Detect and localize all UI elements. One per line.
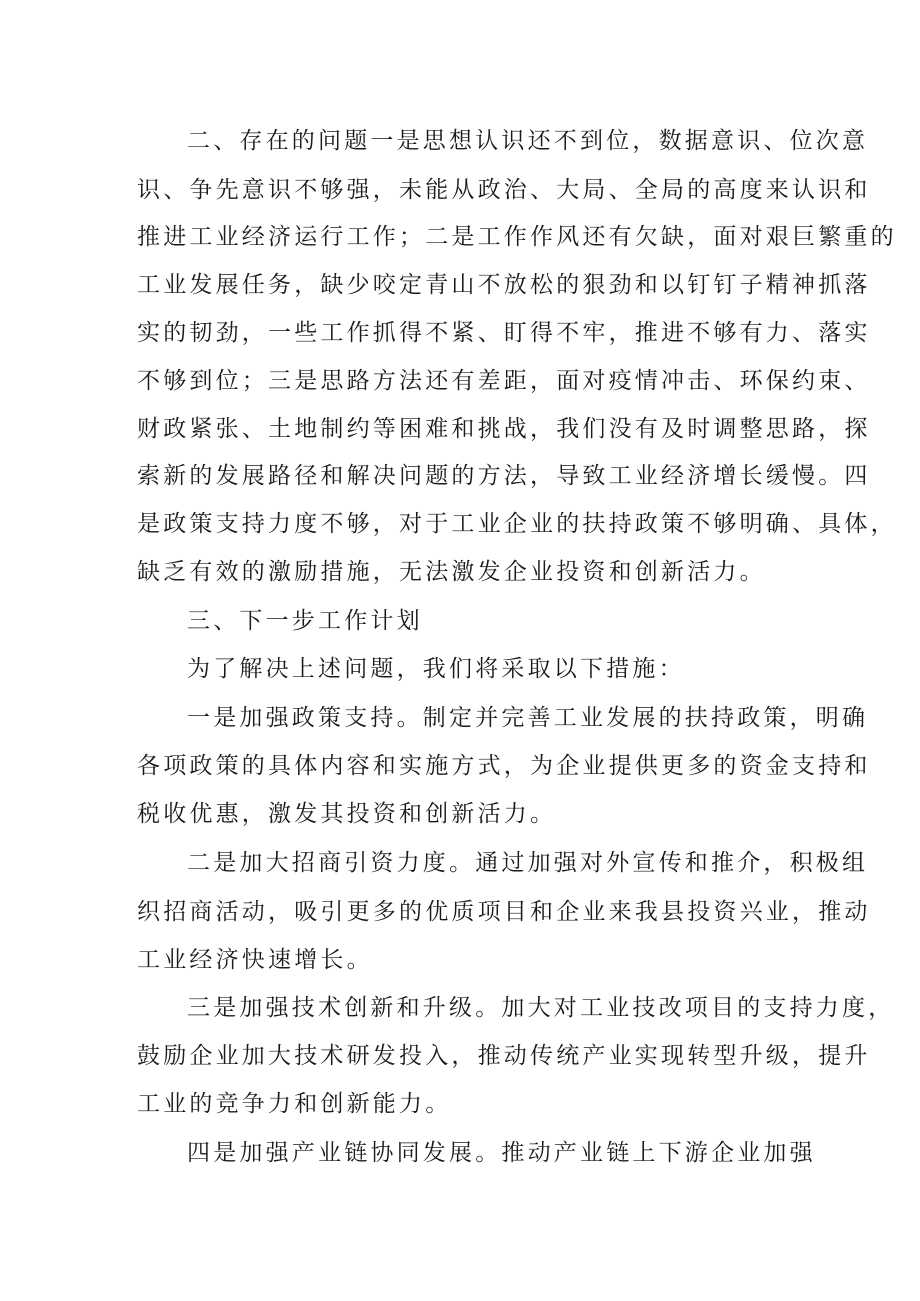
text-line: 鼓励企业加大技术研发投入，推动传统产业实现转型升级，提升 [137, 1043, 871, 1069]
text-line: 是政策支持力度不够，对于工业企业的扶持政策不够明确、具体， [137, 511, 897, 537]
text-line: 二、存在的问题一是思想认识还不到位，数据意识、位次意 [187, 128, 869, 154]
text-line: 缺乏有效的激励措施，无法激发企业投资和创新活力。 [137, 559, 766, 585]
text-line: 工业经济快速增长。 [137, 947, 373, 973]
text-line: 四是加强产业链协同发展。推动产业链上下游企业加强 [187, 1140, 816, 1166]
text-line: 索新的发展路径和解决问题的方法，导致工业经济增长缓慢。四 [137, 463, 871, 489]
text-line: 织招商活动，吸引更多的优质项目和企业来我县投资兴业，推动 [137, 899, 871, 925]
text-line: 税收优惠，激发其投资和创新活力。 [137, 801, 557, 827]
text-line: 一是加强政策支持。制定并完善工业发展的扶持政策，明确 [187, 705, 869, 731]
text-line: 识、争先意识不够强，未能从政治、大局、全局的高度来认识和 [137, 177, 871, 203]
text-line: 各项政策的具体内容和实施方式，为企业提供更多的资金支持和 [137, 753, 871, 779]
text-line: 工业发展任务，缺少咬定青山不放松的狠劲和以钉钉子精神抓落 [137, 272, 871, 298]
text-line: 实的韧劲，一些工作抓得不紧、盯得不牢，推进不够有力、落实 [137, 320, 871, 346]
text-line: 不够到位；三是思路方法还有差距，面对疫情冲击、环保约束、 [137, 368, 871, 394]
text-line: 为了解决上述问题，我们将采取以下措施： [187, 656, 685, 682]
section-heading: 三、下一步工作计划 [187, 608, 423, 634]
text-line: 三是加强技术创新和升级。加大对工业技改项目的支持力度， [187, 995, 895, 1021]
text-line: 推进工业经济运行工作；二是工作作风还有欠缺，面对艰巨繁重的 [137, 224, 897, 250]
text-line: 工业的竞争力和创新能力。 [137, 1091, 452, 1117]
text-line: 财政紧张、土地制约等困难和挑战，我们没有及时调整思路，探 [137, 416, 871, 442]
text-line: 二是加大招商引资力度。通过加强对外宣传和推介，积极组 [187, 850, 869, 876]
